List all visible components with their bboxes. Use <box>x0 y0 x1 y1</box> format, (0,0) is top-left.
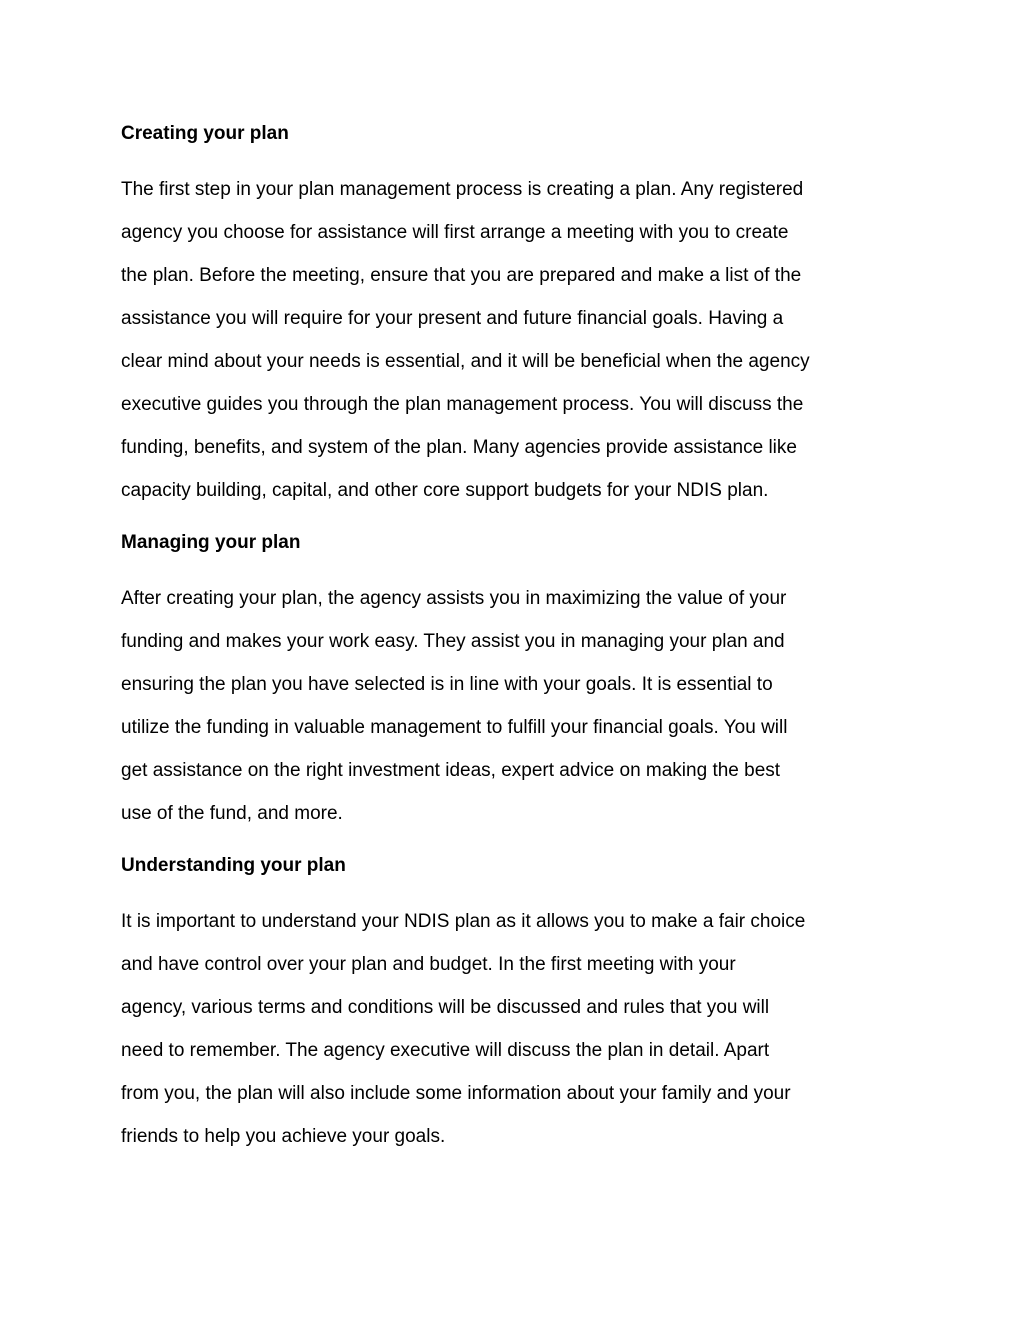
paragraph-line: executive guides you through the plan management process. You will discuss the <box>121 394 804 415</box>
paragraph-line: and have control over your plan and budget. In the first meeting with your <box>121 954 736 975</box>
paragraph-line: funding, benefits, and system of the plan. Many agencies provide assistance like <box>121 437 797 458</box>
paragraph-line: use of the fund, and more. <box>121 803 343 824</box>
paragraph-line: The first step in your plan management process is creating a plan. Any registered <box>121 179 804 200</box>
paragraph-line: assistance you will require for your present and future financial goals. Having a <box>121 308 784 329</box>
paragraph-line: get assistance on the right investment ideas, expert advice on making the best <box>121 760 781 781</box>
paragraph-line: funding and makes your work easy. They assist you in managing your plan and <box>121 631 785 652</box>
section-creating-your-plan <box>121 118 906 512</box>
paragraph-line: agency, various terms and conditions will be discussed and rules that you will <box>121 997 770 1018</box>
paragraph-line: utilize the funding in valuable management to fulfill your financial goals. You will <box>121 717 788 738</box>
section-heading: Managing your plan <box>121 532 301 553</box>
section-paragraph <box>121 900 906 1158</box>
section-heading: Understanding your plan <box>121 855 346 876</box>
document-body <box>121 118 906 1158</box>
paragraph-line: from you, the plan will also include some information about your family and your <box>121 1083 791 1104</box>
section-understanding-your-plan <box>121 850 906 1158</box>
section-heading: Creating your plan <box>121 123 289 144</box>
paragraph-line: It is important to understand your NDIS plan as it allows you to make a fair choice <box>121 911 806 932</box>
paragraph-line: capacity building, capital, and other core support budgets for your NDIS plan. <box>121 480 769 501</box>
paragraph-line: the plan. Before the meeting, ensure that you are prepared and make a list of the <box>121 265 802 286</box>
section-paragraph <box>121 168 906 512</box>
paragraph-line: agency you choose for assistance will first arrange a meeting with you to create <box>121 222 789 243</box>
paragraph-line: need to remember. The agency executive will discuss the plan in detail. Apart <box>121 1040 770 1061</box>
section-paragraph <box>121 577 906 835</box>
paragraph-line: After creating your plan, the agency assists you in maximizing the value of your <box>121 588 787 609</box>
paragraph-line: ensuring the plan you have selected is in line with your goals. It is essential to <box>121 674 773 695</box>
paragraph-line: friends to help you achieve your goals. <box>121 1126 446 1147</box>
section-managing-your-plan <box>121 527 906 835</box>
paragraph-line: clear mind about your needs is essential, and it will be beneficial when the agency <box>121 351 810 372</box>
